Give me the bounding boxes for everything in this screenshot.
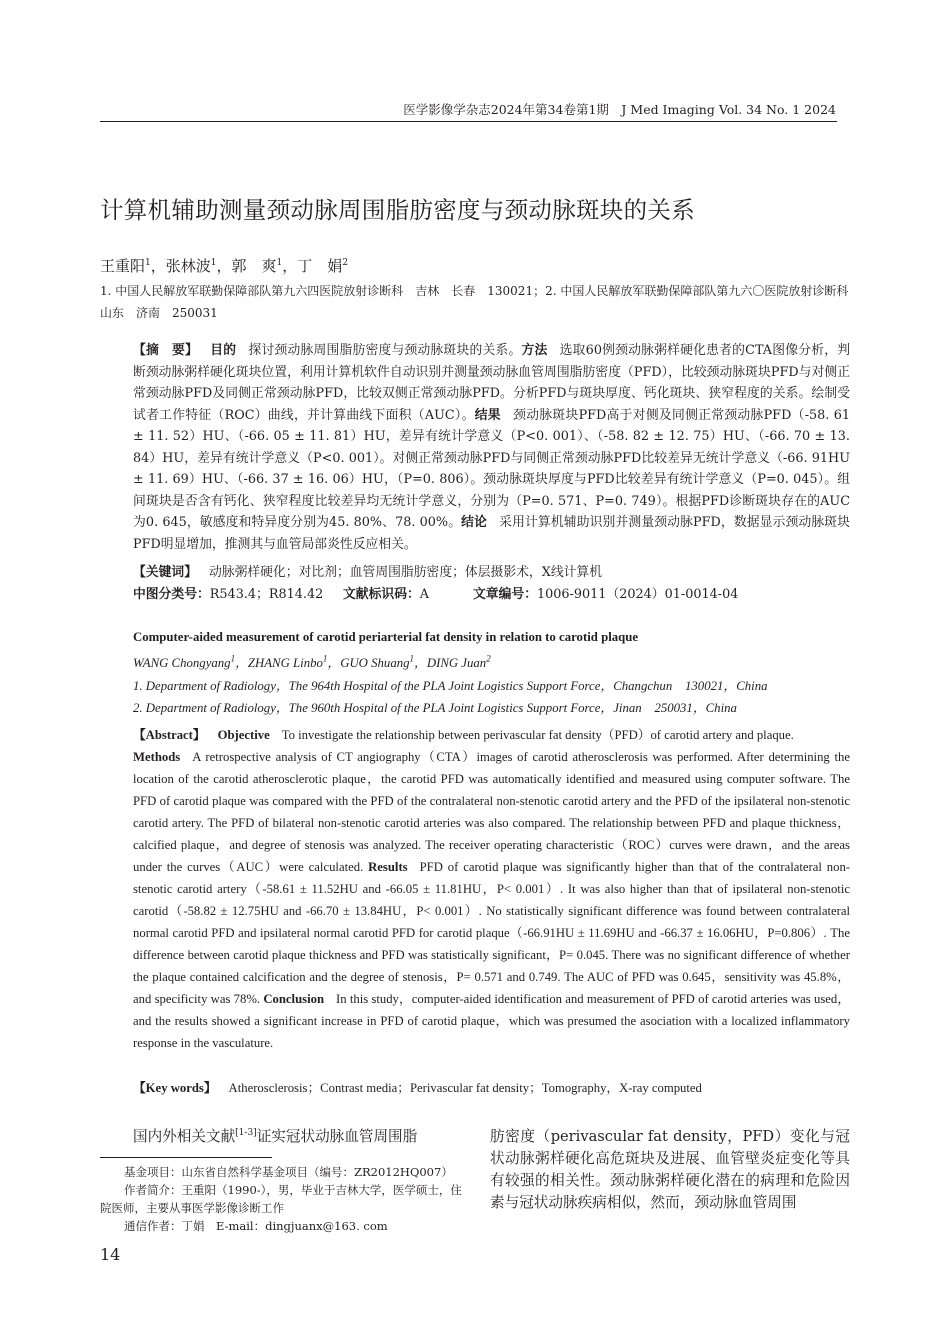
header-rule [100,121,837,122]
abstract-en [133,724,850,1054]
conclusion-label-cn: 结论 [461,515,488,530]
affiliation-en-2: 2. Department of Radiology，The 960th Hospital of the PLA Joint Logistics Support Force，Jinan 250031，China [133,701,737,715]
objective-label-en: Objective [217,728,270,742]
authors-cn: 王重阳$^1$，张林波$^1$，郭 爽$^1$，丁 娟$^2$ [100,257,349,275]
author-aff-en: 1 [409,653,415,664]
affiliation-en-1: 1. Department of Radiology，The 964th Hospital of the PLA Joint Logistics Support Force，Changchun 130021，China [133,679,768,693]
objective-label-cn: 目的 [210,343,237,358]
author-cn: 张林波 [165,257,211,275]
author-en: ZHANG Linbo [247,656,323,670]
keywords-cn [133,561,850,580]
results-label-cn: 结果 [474,407,501,423]
conclusion-label-en: Conclusion [263,992,324,1006]
author-aff-cn: 1 [276,258,283,268]
running-head: 医学影像学杂志2024年第34卷第1期 J Med Imaging Vol. 34 No. 1 2024 [403,102,836,117]
results-text-cn: 颈动脉斑块PFD高于对侧及同侧正常颈动脉PFD（-58. 61 ± 11. 52）HU、（-66. 05 ± 11. 81）HU，差异有统计学意义（P<0. 001）、（-58. 82 ± 12. 75）HU、（-66. 70 ± 13. 84）HU，差异有统计学意义（P<0. 001）。对侧正常颈动脉PFD与同侧正常颈动脉PFD比较差异无统计学意义（-66. 91HU ± 11. 69）HU、（-66. 37 ± 16. 06）HU，（P=0. 806）。颈动脉斑块厚度与PFD比较差异有统计学意义（P=0. 045）。组间斑块是否含有钙化、狭窄程度比较差异均无统计学意义，分别为（P=0. 571、P=0. 749）。根据PFD诊断斑块存在的AUC为0. 645，敏感度和特异度分别为45. 80%、78. 00%。 [133,407,851,530]
page-number: 14 [100,1245,121,1264]
keywords-label-cn: 【关键词】 [133,565,197,580]
author-aff-cn: 1 [145,258,151,268]
body-text-right: 肪密度（perivascular fat density，PFD）变化与冠状动脉粥样硬化高危斑块及进展、血管壁炎症变化等具有较强的相关性。颈动脉粥样硬化潜在的病理和危险因素与冠状动脉疾病相似，然而，颈动脉血管周围 [490,1128,850,1211]
author-aff-cn: 1 [210,258,217,268]
keywords-text-en: Atherosclerosis；Contrast media；Perivascular fat density；Tomography，X-ray computed [228,1081,702,1095]
conclusion-text-cn: 采用计算机辅助识别并测量颈动脉PFD，数据显示颈动脉斑块PFD明显增加，推测其与血管局部炎性反应相关。 [133,515,851,552]
abstract-label-cn: 【摘 要】 [133,343,199,358]
keywords-en [133,1077,850,1096]
author-en: DING Juan [426,656,487,670]
results-label-en: Results [368,860,408,874]
author-aff-cn: 2 [342,258,349,268]
footnotes [100,1163,465,1235]
objective-text-cn: 探讨颈动脉周围脂肪密度与颈动脉斑块的关系。 [248,343,522,358]
keywords-text-cn: 动脉粥样硬化；对比剂；血管周围脂肪密度；体层摄影术，X线计算机 [208,565,603,580]
article-title-en: Computer-aided measurement of carotid periarterial fat density in relation to carotid plaque [133,630,639,644]
author-en: WANG Chongyang [133,656,231,670]
footnote-author-bio: 作者简介：王重阳（1990-），男，毕业于吉林大学，医学硕士，住院医师，主要从事医学影像诊断工作 [100,1183,462,1215]
objective-text-en: To investigate the relationship between perivascular fat density（PFD）of carotid artery and plaque. [281,728,794,742]
author-aff-en: 1 [322,653,328,664]
authors-en: WANG Chongyang$^1$，ZHANG Linbo$^1$，GUO Shuang$^1$，DING Juan$^2$ [133,653,491,670]
body-left-post: 证实冠状动脉血管周围脂 [256,1128,418,1145]
footnote-rule [100,1157,272,1158]
clc-label: 中图分类号： [133,587,210,602]
article-number-label: 文章编号： [473,587,537,602]
footnote-correspondence: 通信作者：丁娟 E-mail：dingjuanx@163. com [124,1219,388,1233]
methods-text-cn: 选取60例颈动脉粥样硬化患者的CTA图像分析，判断颈动脉粥样硬化斑块位置，利用计算机软件自动识别并测量颈动脉血管周围脂肪密度（PFD），比较颈动脉斑块PFD与对侧正常颈动脉PFD及同侧正常颈动脉PFD，比较双侧正常颈动脉PFD。分析PFD与斑块厚度、钙化斑块、狭窄程度的关系。绘制受试者工作特征（ROC）曲线，并计算曲线下面积（AUC）。 [133,343,851,423]
body-left-pre: 国内外相关文献 [133,1128,236,1145]
results-text-en: PFD of carotid plaque was significantly higher than that of the contralateral non-stenotic carotid artery（-58.61 ± 11.52HU and -66.05 ± 11.81HU，P< 0.001）. It was also higher than that of ipsilateral non-stenotic carotid（-58.82 ± 12.75HU and -66.70 ± 13.84HU，P< 0.001）. No statistically significant difference was found between contralateral normal carotid PFD and ipsilateral normal carotid PFD for carotid plaque（-66.91HU ± 11.69HU and -66.37 ± 16.06HU，P=0.806）. The difference between carotid plaque thickness and PFD was statistically significant，P= 0.045. There was no significant difference of whether the plaque contained calcification and the degree of stenosis，P= 0.571 and 0.749. The AUC of PFD was 0.645，sensitivity was 45.8%，and specificity was 78%. [133,860,851,1006]
methods-text-en: A retrospective analysis of CT angiography（CTA）images of carotid atherosclerosis was performed. After determining the location of the carotid atherosclerotic plaque，the carotid PFD was automatically identified and measured using computer software. The PFD of carotid plaque was compared with the PFD of the contralateral non-stenotic carotid artery and the PFD of the ipsilateral non-stenotic carotid artery. The PFD of bilateral non-stenotic carotid arteries was also compared. The relationship between PFD and plaque thickness，calcified plaque，and degree of stenosis was analyzed. The receiver operating characteristic（ROC）curves were drawn，and the areas under the curves（AUC）were calculated. [133,750,850,874]
doc-code-label: 文献标识码： [343,587,420,602]
affiliation-cn: 1. 中国人民解放军联勤保障部队第九六四医院放射诊断科 吉林 长春 130021；2. 中国人民解放军联勤保障部队第九六〇医院放射诊断科 山东 济南 250031 [100,284,861,320]
conclusion-text-en: In this study，computer-aided identification and measurement of PFD of carotid arteries was used，and the results showed a significant increase in PFD of carotid plaque，which was presumed the asociation with a localized inflammatory response in the vasculature. [133,992,851,1050]
author-cn: 王重阳 [100,257,146,275]
author-en: GUO Shuang [340,656,410,670]
author-cn: 郭 爽 [231,257,277,275]
methods-label-en: Methods [133,750,181,764]
citation-ref: [1-3] [235,1128,257,1139]
clc-value: R543.4；R814.42 [209,587,324,602]
classification-row [133,583,850,602]
keywords-label-en: 【Key words】 [133,1081,217,1095]
doc-code-value: A [419,587,430,602]
article-title-cn: 计算机辅助测量颈动脉周围脂肪密度与颈动脉斑块的关系 [100,196,695,224]
body-text-left [133,1126,465,1148]
author-cn: 丁 娟 [297,257,343,275]
methods-label-cn: 方法 [521,343,548,358]
abstract-cn [133,340,850,555]
author-aff-en: 2 [486,653,491,664]
footnote-fund: 基金项目：山东省自然科学基金项目（编号：ZR2012HQ007） [124,1165,453,1179]
author-aff-en: 1 [230,653,236,664]
article-number-value: 1006-9011（2024）01-0014-04 [536,587,739,602]
abstract-label-en: 【Abstract】 [133,728,206,742]
